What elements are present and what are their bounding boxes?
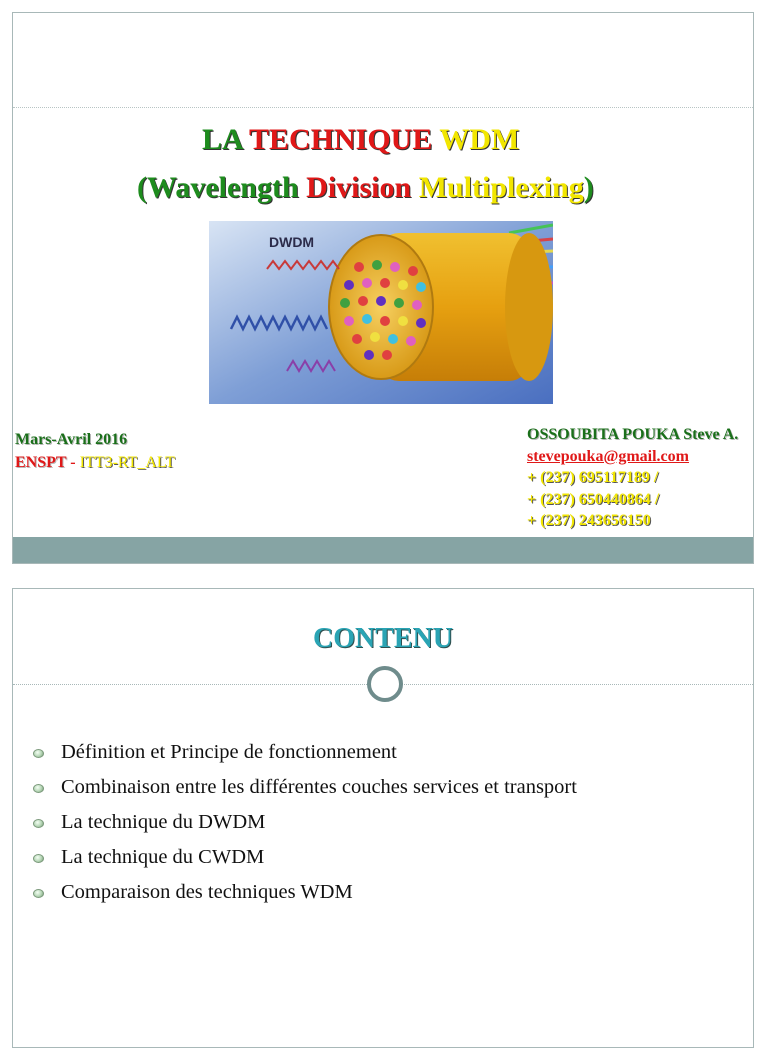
presentation-date: Mars-Avril 2016	[15, 431, 128, 448]
circle-ornament-icon	[366, 665, 404, 703]
list-item	[29, 846, 577, 881]
dwdm-fiber-illustration	[209, 221, 553, 404]
list-item	[29, 741, 577, 776]
title-division: Division	[306, 171, 419, 204]
list-item-text: La technique du CWDM	[61, 846, 265, 868]
school-line	[15, 454, 175, 472]
bullet-icon	[33, 889, 44, 898]
list-item	[29, 776, 577, 811]
title-line-1	[202, 123, 519, 157]
bottom-band	[13, 537, 753, 563]
school-separator: -	[66, 454, 80, 471]
title-wdm: WDM	[439, 123, 520, 156]
author-email-link[interactable]: stevepouka@gmail.com	[527, 447, 689, 465]
school-name: ENSPT	[15, 454, 67, 471]
program-name: ITT3-RT_ALT	[79, 454, 175, 471]
list-item-text: Comparaison des techniques WDM	[61, 881, 353, 903]
contents-list	[29, 741, 577, 916]
bullet-icon	[33, 819, 44, 828]
title-slide	[12, 12, 754, 564]
phone-1: + (237) 695117189 /	[527, 469, 659, 486]
list-item-text: Combinaison entre les différentes couches services et transport	[61, 776, 577, 798]
dwdm-image-label: DWDM	[269, 234, 315, 250]
title-close-paren: )	[583, 171, 594, 204]
top-divider	[13, 107, 753, 108]
author-name: OSSOUBITA POUKA Steve A.	[527, 426, 739, 443]
bullet-icon	[33, 784, 44, 793]
list-item-text: Définition et Principe de fonctionnement	[61, 741, 397, 763]
list-item-text: La technique du DWDM	[61, 811, 266, 833]
title-wavelength: (Wavelength	[137, 171, 307, 204]
contents-slide	[12, 588, 754, 1048]
contents-title: CONTENU	[312, 623, 453, 654]
phone-3: + (237) 243656150	[527, 512, 651, 529]
list-item	[29, 881, 577, 916]
bullet-icon	[33, 854, 44, 863]
list-item	[29, 811, 577, 846]
bullet-icon	[33, 749, 44, 758]
title-line-2	[137, 171, 594, 205]
title-la: LA	[202, 123, 249, 156]
author-block	[527, 424, 738, 532]
title-multiplexing: Multiplexing	[418, 171, 584, 204]
title-technique: TECHNIQUE	[248, 123, 440, 156]
phone-2: + (237) 650440864 /	[527, 490, 660, 508]
